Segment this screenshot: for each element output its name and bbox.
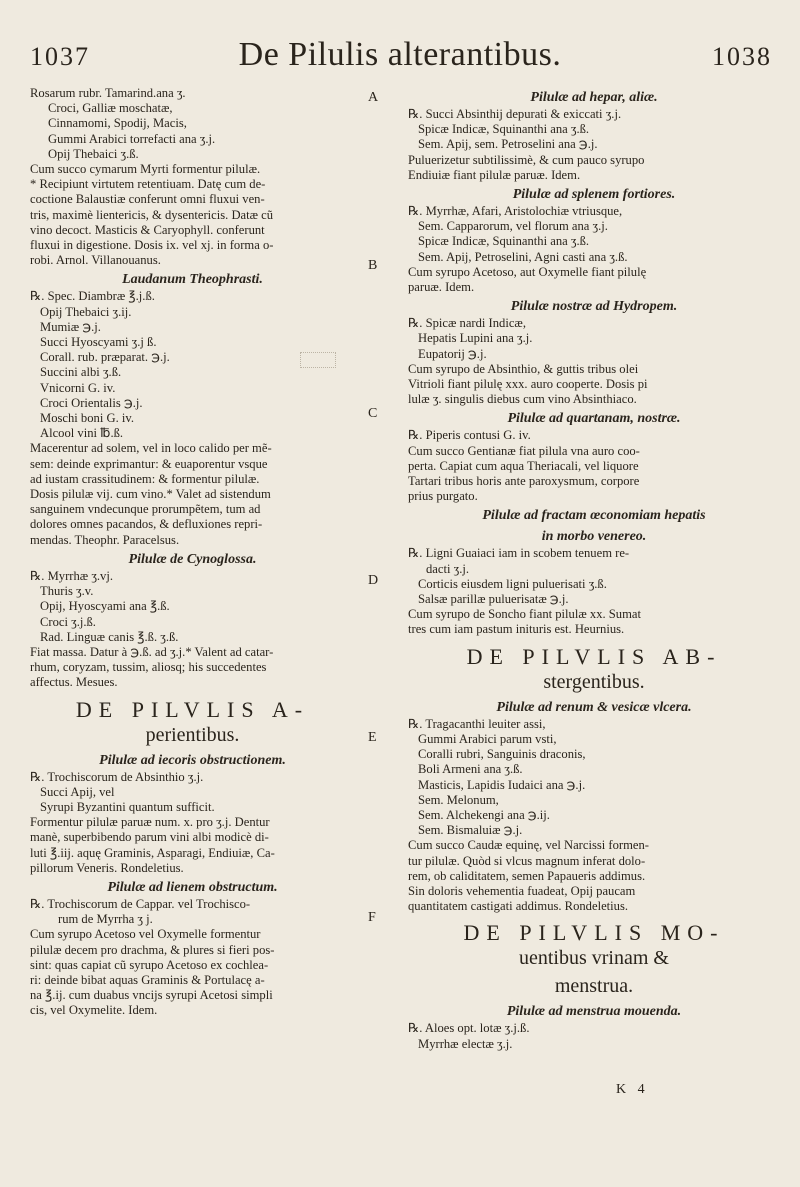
text-line: Sem. Capparorum, vel florum ana ʒ.j. xyxy=(418,219,608,234)
text-line: Cum succo Gentianæ fiat pilula vna auro coo- xyxy=(408,443,640,458)
text-line: prius purgato. xyxy=(408,489,478,504)
text-line: Sem. Apij, Petroselini, Agni casti ana ʒ.ß. xyxy=(418,249,628,264)
text-line: Coralli rubri, Sanguinis draconis, xyxy=(418,747,586,762)
text-line: ℞. Aloes opt. lotæ ʒ.j.ß. xyxy=(408,1021,530,1036)
text-line: lulæ ʒ. singulis diebus cum vino Absinthiaco. xyxy=(408,392,637,407)
text-line: Alcool vini ℔.ß. xyxy=(40,426,124,441)
text-line: Formentur pilulæ paruæ num. x. pro ʒ.j. Dentur xyxy=(30,815,270,830)
page-number-right: 1038 xyxy=(712,42,772,71)
section-subtitle: uentibus vrinam & xyxy=(519,947,669,970)
recipe-heading: Pilulæ ad hepar, aliæ. xyxy=(530,90,658,105)
marginal-stamp-mark xyxy=(300,352,336,368)
page-number-left: 1037 xyxy=(30,42,90,71)
text-line: na ℥.ij. cum duabus vncijs syrupi Acetosi simpli xyxy=(30,988,273,1003)
recipe-heading: Pilulæ ad menstrua mouenda. xyxy=(506,1004,682,1020)
text-line: Sem. Bismaluiæ ℈.j. xyxy=(418,823,523,838)
running-title: De Pilulis alterantibus. xyxy=(238,36,562,73)
text-line: manè, superbibendo parum vini albi modicè di- xyxy=(30,830,269,845)
text-line: Gummi Arabici parum vsti, xyxy=(418,731,557,746)
text-line: rem, ob caliditatem, semen Papaueris addimus. xyxy=(408,868,646,883)
recipe-heading: Pilulæ ad lienem obstructum. xyxy=(107,879,278,895)
text-line: Salsæ parillæ puluerisatæ ℈.j. xyxy=(418,592,569,607)
text-line: rhum, coryzam, tussim, aliosq; his succedentes xyxy=(30,660,267,675)
margin-letter-c: C xyxy=(368,406,378,421)
section-subtitle: menstrua. xyxy=(554,975,634,998)
text-line: Dosis pilulæ vij. cum vino.* Valet ad sistendum xyxy=(30,487,271,502)
recipe-heading: Pilulæ ad quartanam, nostræ. xyxy=(507,411,681,427)
text-line: Vnicorni G. iv. xyxy=(40,380,116,395)
text-line: ℞. Spicæ nardi Indicæ, xyxy=(408,316,526,331)
section-subtitle: perientibus. xyxy=(145,723,240,746)
text-line: fluxui in digestione. Dosis ix. vel xj. in forma o- xyxy=(30,238,274,253)
text-line: sem: deinde exprimantur: & euaporentur vsque xyxy=(30,456,268,471)
text-line: Cinnamomi, Spodij, Macis, xyxy=(48,116,187,131)
text-line: Masticis, Lapidis Iudaici ana ℈.j. xyxy=(418,777,586,792)
text-line: * Recipiunt virtutem retentiuam. Datę cum de- xyxy=(30,177,266,192)
left-column xyxy=(30,86,355,1019)
text-line: ℞. Myrrhæ ʒ.vj. xyxy=(30,568,113,583)
text-line: Croci, Galliæ moschatæ, xyxy=(48,101,173,116)
recipe-heading: Pilulæ nostræ ad Hydropem. xyxy=(510,299,678,315)
text-line: ℞. Trochiscorum de Absinthio ʒ.j. xyxy=(30,769,204,784)
text-line: sint: quas capiat cũ syrupo Acetoso ex cochlea- xyxy=(30,957,269,972)
text-line: Succi Apij, vel xyxy=(40,784,115,799)
text-line: Myrrhæ electæ ʒ.j. xyxy=(418,1036,513,1051)
text-line: Succini albi ʒ.ß. xyxy=(40,365,122,380)
signature-mark: K 4 xyxy=(616,1082,649,1097)
text-line: Thuris ʒ.v. xyxy=(40,584,94,599)
text-line: pilulæ decem pro drachma, & plures si fieri pos- xyxy=(30,942,275,957)
text-line: Succi Hyoscyami ʒ.j ß. xyxy=(40,335,157,350)
text-line: rum de Myrrha ʒ j. xyxy=(58,912,153,927)
section-title: DE PILVLIS AB- xyxy=(466,643,722,669)
text-line: Sem. Alchekengi ana ℈.ij. xyxy=(418,807,550,822)
text-line: Tartari tribus horis ante paroxysmum, corpore xyxy=(408,474,640,489)
text-line: Fiat massa. Datur à ℈.ß. ad ʒ.j.* Valent ad catar- xyxy=(30,644,274,659)
text-line: Rosarum rubr. Tamarind.ana ʒ. xyxy=(30,86,186,100)
text-line: Cum syrupo de Absinthio, & guttis tribus olei xyxy=(408,361,639,376)
text-line: robi. Arnol. Villanouanus. xyxy=(30,253,161,268)
text-line: Sem. Apij, sem. Petroselini ana ℈.j. xyxy=(418,137,598,152)
text-line: Cum succo Caudæ equinę, vel Narcissi formen- xyxy=(408,838,649,853)
text-line: pillorum Veneris. Rondeletius. xyxy=(30,860,184,875)
text-line: Moschi boni G. iv. xyxy=(40,411,134,426)
text-line: Croci Orientalis ℈.j. xyxy=(40,395,143,410)
text-line: Sin doloris vehementia fuadeat, Opij paucam xyxy=(408,883,636,898)
text-line: Cum syrupo Acetoso, aut Oxymelle fiant pilulę xyxy=(408,264,647,279)
text-line: ℞. Spec. Diambræ ℥.j.ß. xyxy=(30,289,155,304)
text-line: Vitrioli fiant pilulę xxx. auro cooperte. Dosis pi xyxy=(408,377,648,392)
text-line: dacti ʒ.j. xyxy=(426,561,470,576)
recipe-heading: Pilulæ de Cynoglossa. xyxy=(128,551,257,567)
margin-letter-a: A xyxy=(368,90,379,105)
text-line: ℞. Tragacanthi leuiter assi, xyxy=(408,716,546,731)
text-line: Macerentur ad solem, vel in loco calido per mẽ- xyxy=(30,441,272,456)
text-line: dolores omnes pacandos, & defluxiones repri- xyxy=(30,517,263,532)
text-line: tres cum iam pastum inituris est. Heurnius. xyxy=(408,622,625,637)
text-line: ri: deinde bibat aquas Graminis & Portulacę a- xyxy=(30,972,265,987)
text-line: tur pilulæ. Quòd si vlcus magnum inferat dolo- xyxy=(408,853,646,868)
text-line: Puluerizetur subtilissimè, & cum pauco syrupo xyxy=(408,152,645,167)
text-line: Cum syrupo Acetoso vel Oxymelle formentur xyxy=(30,927,261,942)
text-line: Hepatis Lupini ana ʒ.j. xyxy=(418,331,533,346)
margin-letter-d: D xyxy=(368,573,379,588)
margin-letter-e: E xyxy=(368,730,377,745)
text-line: sanguinem vndecunque prorumpẽtem, tum ad xyxy=(30,502,261,517)
text-line: Spicæ Indicæ, Squinanthi ana ʒ.ß. xyxy=(418,122,590,137)
text-line: perta. Capiat cum aqua Theriacali, vel liquore xyxy=(408,458,639,473)
recipe-heading: Pilulæ ad splenem fortiores. xyxy=(512,187,676,203)
text-line: ad iustam crassitudinem: & formentur pilulæ. xyxy=(30,471,260,486)
text-line: affectus. Mesues. xyxy=(30,675,118,690)
text-line: Opij Thebaici ʒ.ß. xyxy=(48,146,139,161)
text-line: tris, maximè lientericis, & dysentericis. Datæ cũ xyxy=(30,207,274,222)
recipe-heading: Laudanum Theophrasti. xyxy=(122,272,263,288)
text-line: Cum succo cymarum Myrti formentur pilulæ. xyxy=(30,162,261,177)
text-line: Boli Armeni ana ʒ.ß. xyxy=(418,762,523,777)
recipe-heading: in morbo venereo. xyxy=(541,529,647,545)
text-line: luti ℥.iij. aquę Graminis, Asparagi, Endiuiæ, Ca- xyxy=(30,845,275,860)
section-subtitle: stergentibus. xyxy=(543,670,645,693)
text-line: coctione Balaustiæ conferunt omni fluxui ven- xyxy=(30,192,265,207)
text-line: ℞. Piperis contusi G. iv. xyxy=(408,428,531,443)
margin-letter-b: B xyxy=(368,258,378,273)
text-line: Eupatorij ℈.j. xyxy=(418,346,487,361)
section-title: DE PILVLIS A- xyxy=(75,696,310,722)
right-column xyxy=(408,86,780,1052)
margin-letter-f: F xyxy=(368,910,376,925)
text-line: Mumiæ ℈.j. xyxy=(40,319,101,334)
text-line: Corticis eiusdem ligni puluerisati ʒ.ß. xyxy=(418,576,607,591)
text-line: ℞. Trochiscorum de Cappar. vel Trochisco- xyxy=(30,896,251,911)
text-line: paruæ. Idem. xyxy=(408,280,475,295)
recipe-heading: Pilulæ ad iecoris obstructionem. xyxy=(99,752,286,768)
text-line: Gummi Arabici torrefacti ana ʒ.j. xyxy=(48,131,216,146)
text-line: quantitatem castigati addimus. Rondeletius. xyxy=(408,899,628,914)
text-line: Croci ʒ.j.ß. xyxy=(40,614,96,629)
text-line: Cum syrupo de Soncho fiant pilulæ xx. Sumat xyxy=(408,607,641,622)
text-line: Opij Thebaici ʒ.ij. xyxy=(40,304,132,319)
text-line: vino decoct. Masticis & Caryophyll. conferunt xyxy=(30,222,265,237)
section-title: DE PILVLIS MO- xyxy=(463,920,725,946)
recipe-heading: Pilulæ ad fractam œconomiam hepatis xyxy=(482,508,706,524)
recipe-heading: Pilulæ ad renum & vesicæ vlcera. xyxy=(496,699,692,715)
text-line: ℞. Succi Absinthij depurati & exiccati ʒ.j. xyxy=(408,107,622,121)
text-line: Syrupi Byzantini quantum sufficit. xyxy=(40,799,215,814)
text-line: cis, vel Oxymelite. Idem. xyxy=(30,1003,158,1018)
text-line: ℞. Myrrhæ, Afari, Aristolochiæ vtriusque, xyxy=(408,204,623,219)
page-header xyxy=(0,36,800,82)
text-line: Spicæ Indicæ, Squinanthi ana ʒ.ß. xyxy=(418,234,590,249)
text-line: ℞. Ligni Guaiaci iam in scobem tenuem re- xyxy=(408,546,630,561)
text-line: Rad. Linguæ canis ℥.ß. ʒ.ß. xyxy=(40,629,179,644)
text-line: Corall. rub. præparat. ℈.j. xyxy=(40,350,170,365)
text-line: Opij, Hyoscyami ana ℥.ß. xyxy=(40,599,170,614)
text-line: Endiuiæ fiant pilulæ paruæ. Idem. xyxy=(408,167,581,182)
text-line: Sem. Melonum, xyxy=(418,792,499,807)
text-line: mendas. Theophr. Paracelsus. xyxy=(30,532,180,547)
